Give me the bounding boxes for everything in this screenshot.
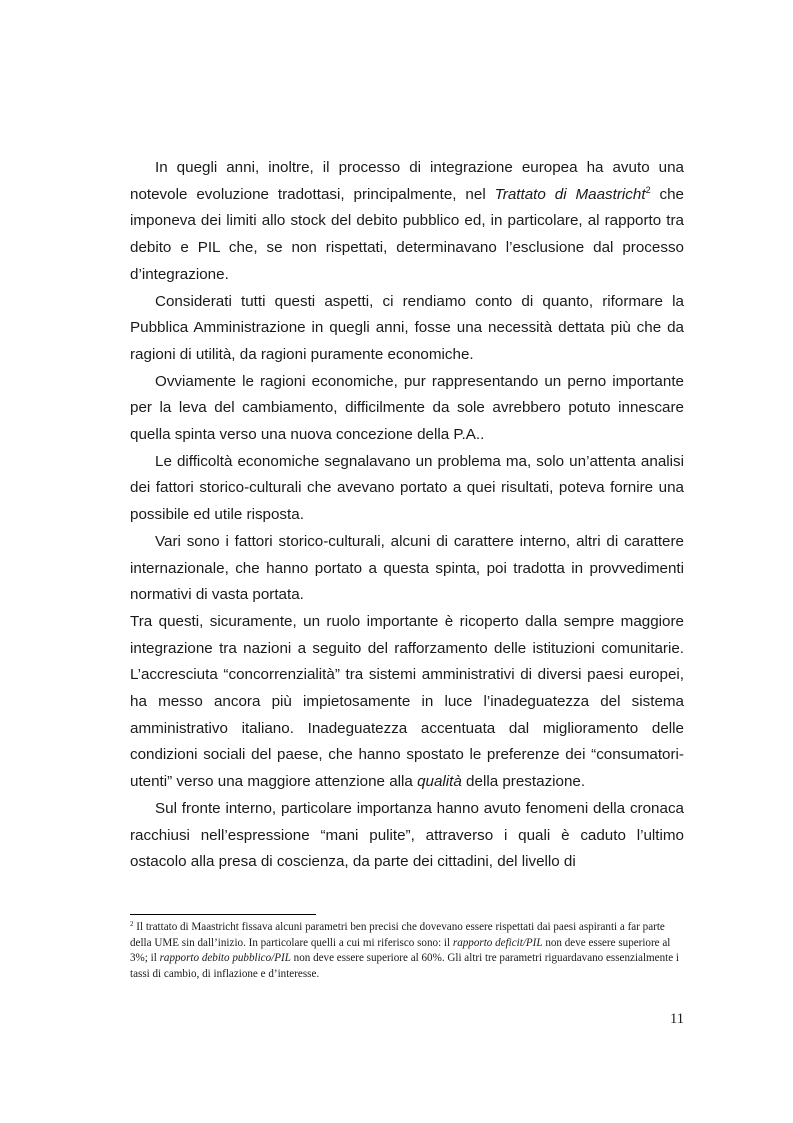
text-run: Sul fronte interno, particolare importanza hanno avuto fenomeni della cronaca racchiusi nell’espressione “mani pulite”, attraverso i quali è caduto l’ultimo ostacolo alla presa di coscienza, da parte dei cittadini, del livello di (130, 799, 684, 871)
footnote (130, 920, 684, 982)
page-number: 11 (670, 1011, 684, 1027)
footnote-marker: 2 (645, 184, 651, 195)
body-text (130, 155, 684, 876)
paragraph (130, 369, 684, 449)
paragraph (130, 796, 684, 876)
text-run: della prestazione. (461, 773, 586, 791)
text-run: non deve essere superiore al 60%. Gli altri tre parametri riguardavano essenzialmente i tassi di cambio, di inflazione e d’interesse. (130, 952, 679, 980)
footnote-marker: 2 (130, 920, 134, 928)
italic-text: Trattato di Maastricht (494, 185, 646, 203)
text-run: che imponeva dei limiti allo stock del debito pubblico ed, in particolare, al rapporto tra debito e PIL che, se non rispettati, determinavano l’esclusione dal processo d’integrazione. (130, 185, 684, 283)
paragraph (130, 155, 684, 289)
text-run: Considerati tutti questi aspetti, ci rendiamo conto di quanto, riformare la Pubblica Amministrazione in quegli anni, fosse una necessità dettata più che da ragioni di utilità, da ragioni puramente economiche. (130, 292, 684, 363)
paragraph (130, 449, 684, 529)
text-run: Ovviamente le ragioni economiche, pur rappresentando un perno importante per la leva del cambiamento, difficilmente da sole avrebbero potuto innescare quella spinta verso una nuova concezione della P.A.. (130, 372, 684, 444)
text-run: Tra questi, sicuramente, un ruolo importante è ricoperto dalla sempre maggiore integrazione tra nazioni a seguito del rafforzamento delle istituzioni comunitarie. L’accresciuta “concorrenzialità” tra sistemi amministrativi di diversi paesi europei, ha messo ancora più impietosamente in luce l’inadeguatezza del sistema amministrativo italiano. Inadeguatezza accentuata dal miglioramento delle condizioni sociali del paese, che hanno spostato le preferenze dei “consumatori-utenti” verso una maggiore attenzione alla (130, 612, 684, 791)
text-run: Vari sono i fattori storico-culturali, alcuni di carattere interno, altri di carattere internazionale, che hanno portato a questa spinta, poi tradotta in provvedimenti normativi di vasta portata. (130, 532, 684, 604)
footnote-separator (130, 914, 316, 915)
text-run: Il trattato di Maastricht fissava alcuni parametri ben precisi che dovevano essere rispettati dai paesi aspiranti a far parte della UME sin dall’inizio. In particolare quelli a cui mi riferisco sono: il (130, 921, 665, 949)
text-run: Le difficoltà economiche segnalavano un problema ma, solo un’attenta analisi dei fattori storico-culturali che avevano portato a quei risultati, poteva fornire una possibile ed utile risposta. (130, 452, 684, 524)
italic-text: qualità (417, 773, 462, 791)
paragraph (130, 289, 684, 369)
text-run: In quegli anni, inoltre, il processo di integrazione europea ha avuto una notevole evoluzione tradottasi, principalmente, nel (130, 159, 684, 203)
italic-text: rapporto deficit/PIL (452, 936, 543, 949)
paragraph (130, 609, 684, 796)
paragraph (130, 529, 684, 609)
text-run: non deve essere superiore al 3%; il (130, 936, 671, 964)
italic-text: rapporto debito pubblico/PIL (159, 952, 291, 964)
